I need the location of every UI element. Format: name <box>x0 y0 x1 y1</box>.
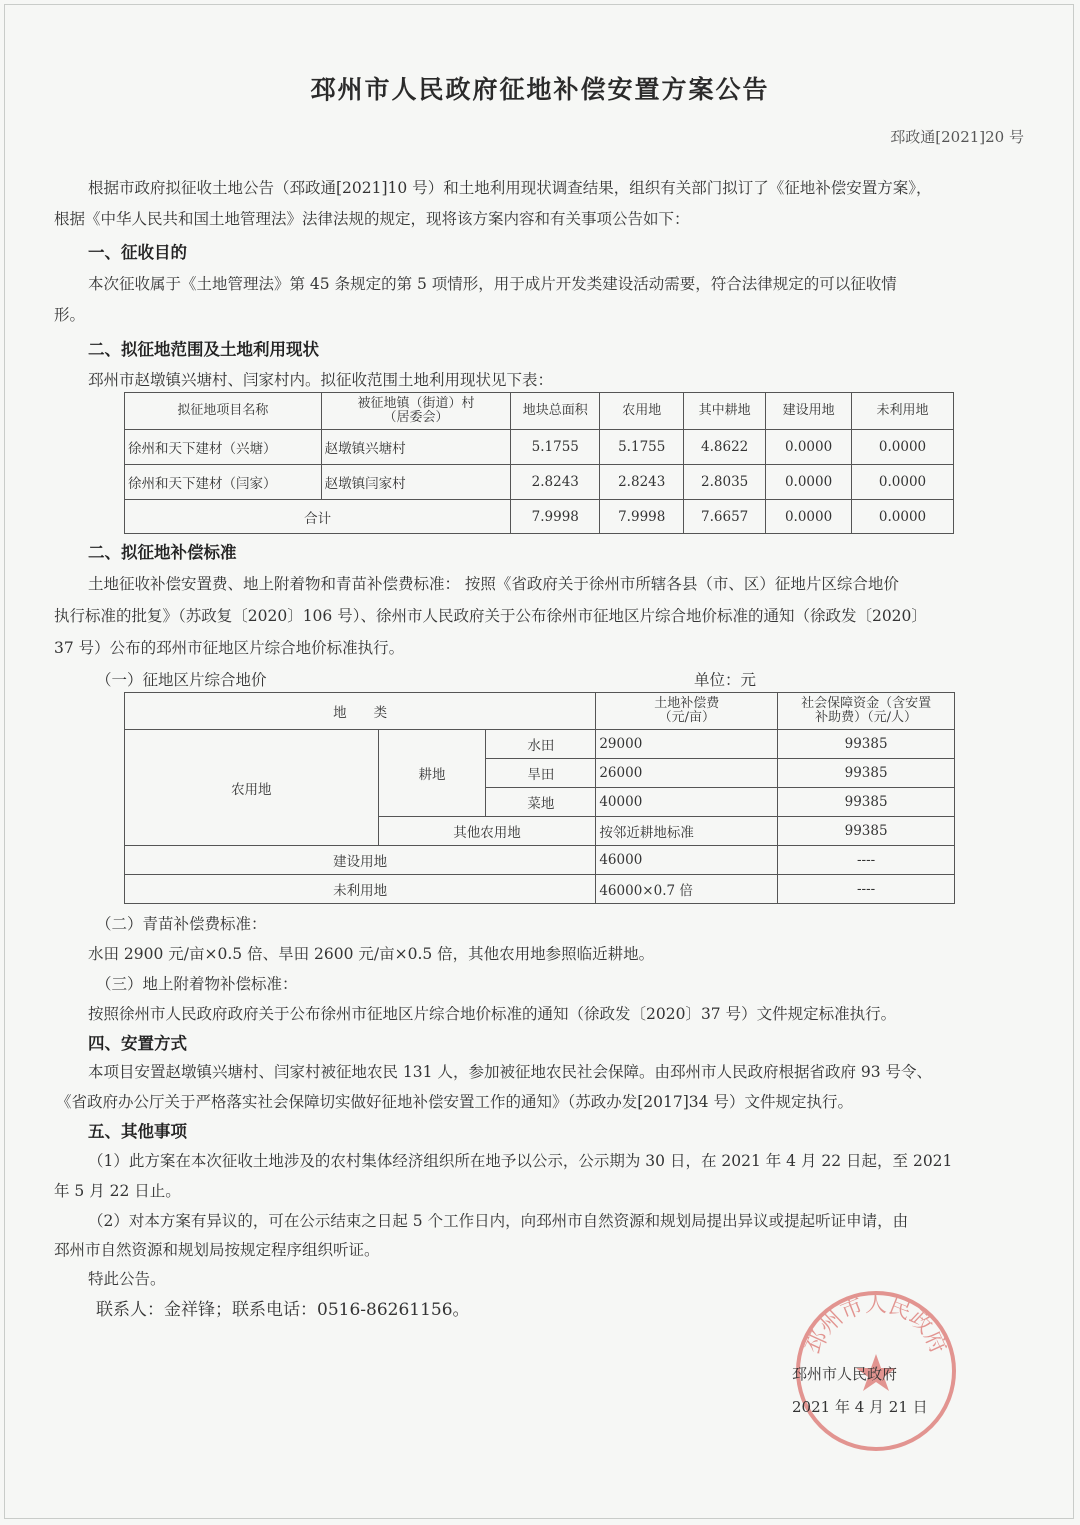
table-row <box>125 846 955 875</box>
row2-village: 赵墩镇闫家村 <box>321 465 511 500</box>
total-agri: 7.9998 <box>600 500 684 534</box>
construction-social: ---- <box>778 846 955 875</box>
section-3-line-3: 37 号）公布的邳州市征地区片综合地价标准执行。 <box>54 639 405 657</box>
seal-text: 邳州市人民政府 <box>801 1292 951 1358</box>
header-agri: 农用地 <box>600 393 684 430</box>
total-label: 合计 <box>125 500 511 534</box>
header-land-fee: 土地补偿费 （元/亩） <box>596 693 778 730</box>
section-4-heading: 四、安置方式 <box>88 1034 187 1053</box>
subsection-3-heading: （三）地上附着物补偿标准： <box>96 975 298 993</box>
seedling-standard: 水田 2900 元/亩×0.5 倍、旱田 2600 元/亩×0.5 倍，其他农用地参照临近耕地。 <box>88 945 655 963</box>
subsection-1-heading: （一）征地区片综合地价 <box>96 671 267 689</box>
row1-arable: 4.8622 <box>684 430 766 465</box>
row2-unused: 0.0000 <box>852 465 954 500</box>
signature-date: 2021 年 4 月 21 日 <box>792 1398 928 1416</box>
total-area: 7.9998 <box>511 500 600 534</box>
section-5-heading: 五、其他事项 <box>88 1122 187 1141</box>
row1-total: 5.1755 <box>511 430 600 465</box>
row2-total: 2.8243 <box>511 465 600 500</box>
other-agri-social: 99385 <box>778 817 955 846</box>
arable-land-label: 耕地 <box>378 730 486 817</box>
section-1-heading: 一、征收目的 <box>88 243 187 262</box>
total-unused: 0.0000 <box>852 500 954 534</box>
table-total-row <box>125 500 954 534</box>
section-4-line-2: 《省政府办公厅关于严格落实社会保障切实做好征地补偿安置工作的通知》（苏政办发[2017]34 号）文件规定执行。 <box>56 1093 853 1111</box>
row2-agri: 2.8243 <box>600 465 684 500</box>
table-row <box>125 430 954 465</box>
other-agri-fee: 按邻近耕地标准 <box>596 817 778 846</box>
unused-label: 未利用地 <box>125 875 596 904</box>
signature-org: 邳州市人民政府 <box>792 1365 898 1383</box>
row2-project: 徐州和天下建材（闫家） <box>125 465 322 500</box>
header-arable: 其中耕地 <box>684 393 766 430</box>
section-3-heading: 二、拟征地补偿标准 <box>88 543 237 562</box>
row1-village: 赵墩镇兴塘村 <box>321 430 511 465</box>
row1-construction: 0.0000 <box>766 430 852 465</box>
attachment-standard: 按照徐州市人民政府政府关于公布徐州市征地区片综合地价标准的通知（徐政发〔2020〕37 号）文件规定标准执行。 <box>88 1005 897 1023</box>
section-1-line-1: 本次征收属于《土地管理法》第 45 条规定的第 5 项情形，用于成片开发类建设活动需要，符合法律规定的可以征收情 <box>88 275 897 293</box>
header-unused: 未利用地 <box>852 393 954 430</box>
document-title: 邳州市人民政府征地补偿安置方案公告 <box>310 75 770 104</box>
section-2-line: 邳州市赵墩镇兴塘村、闫家村内。拟征收范围土地利用现状见下表： <box>88 371 554 389</box>
section-5-line-4: 邳州市自然资源和规划局按规定程序组织听证。 <box>54 1241 380 1259</box>
agri-land-label: 农用地 <box>125 730 379 846</box>
table-row <box>125 730 955 759</box>
section-1-line-2: 形。 <box>54 306 86 324</box>
other-agri-label: 其他农用地 <box>378 817 596 846</box>
section-4-line-1: 本项目安置赵墩镇兴塘村、闫家村被征地农民 131 人，参加被征地农民社会保障。由邳州市人民政府根据省政府 93 号令、 <box>88 1063 933 1081</box>
table-header-row <box>125 693 955 730</box>
header-project: 拟征地项目名称 <box>125 393 322 430</box>
dry-field-label: 旱田 <box>486 759 596 788</box>
contact-info: 联系人：金祥锋；联系电话：0516-86261156。 <box>96 1300 470 1320</box>
section-5-line-1: （1）此方案在本次征收土地涉及的农村集体经济组织所在地予以公示，公示期为 30 日，在 2021 年 4 月 22 日起，至 2021 <box>88 1152 953 1170</box>
table-row <box>125 465 954 500</box>
header-village: 被征地镇（街道）村 （居委会） <box>321 393 511 430</box>
table-row <box>125 875 955 904</box>
paddy-fee: 29000 <box>596 730 778 759</box>
section-5-line-2: 年 5 月 22 日止。 <box>54 1182 181 1200</box>
section-5-line-3: （2）对本方案有异议的，可在公示结束之日起 5 个工作日内，向邳州市自然资源和规划局提出异议或提起听证申请，由 <box>88 1212 909 1230</box>
row1-project: 徐州和天下建材（兴塘） <box>125 430 322 465</box>
row1-agri: 5.1755 <box>600 430 684 465</box>
row1-unused: 0.0000 <box>852 430 954 465</box>
intro-line-2: 根据《中华人民共和国土地管理法》法律法规的规定，现将该方案内容和有关事项公告如下： <box>54 210 690 228</box>
closing-text: 特此公告。 <box>88 1270 166 1288</box>
vegetable-label: 菜地 <box>486 788 596 817</box>
table-header-row <box>125 393 954 430</box>
paddy-social: 99385 <box>778 730 955 759</box>
unused-social: ---- <box>778 875 955 904</box>
land-status-table <box>124 392 954 534</box>
row2-arable: 2.8035 <box>684 465 766 500</box>
section-3-line-1: 土地征收补偿安置费、地上附着物和青苗补偿费标准： 按照《省政府关于徐州市所辖各县（市、区）征地片区综合地价 <box>88 575 899 593</box>
unit-label: 单位：元 <box>694 671 757 689</box>
row2-construction: 0.0000 <box>766 465 852 500</box>
vegetable-social: 99385 <box>778 788 955 817</box>
construction-label: 建设用地 <box>125 846 596 875</box>
paddy-label: 水田 <box>486 730 596 759</box>
subsection-2-heading: （二）青苗补偿费标准： <box>96 915 267 933</box>
header-total-area: 地块总面积 <box>511 393 600 430</box>
total-construction: 0.0000 <box>766 500 852 534</box>
total-arable: 7.6657 <box>684 500 766 534</box>
unused-fee: 46000×0.7 倍 <box>596 875 778 904</box>
header-social-fund: 社会保障资金（含安置 补助费）（元/人） <box>778 693 955 730</box>
section-2-heading: 二、拟征地范围及土地利用现状 <box>88 340 319 359</box>
intro-line-1: 根据市政府拟征收土地公告（邳政通[2021]10 号）和土地利用现状调查结果，组织有关部门拟订了《征地补偿安置方案》， <box>88 179 932 197</box>
construction-fee: 46000 <box>596 846 778 875</box>
dry-field-fee: 26000 <box>596 759 778 788</box>
compensation-table <box>124 692 955 904</box>
document-number: 邳政通[2021]20 号 <box>890 128 1024 146</box>
header-construction: 建设用地 <box>766 393 852 430</box>
dry-field-social: 99385 <box>778 759 955 788</box>
header-land-type: 地 类 <box>125 693 596 730</box>
section-3-line-2: 执行标准的批复》（苏政复〔2020〕106 号）、徐州市人民政府关于公布徐州市征地区片综合地价标准的通知（徐政发〔2020〕 <box>54 607 927 625</box>
vegetable-fee: 40000 <box>596 788 778 817</box>
